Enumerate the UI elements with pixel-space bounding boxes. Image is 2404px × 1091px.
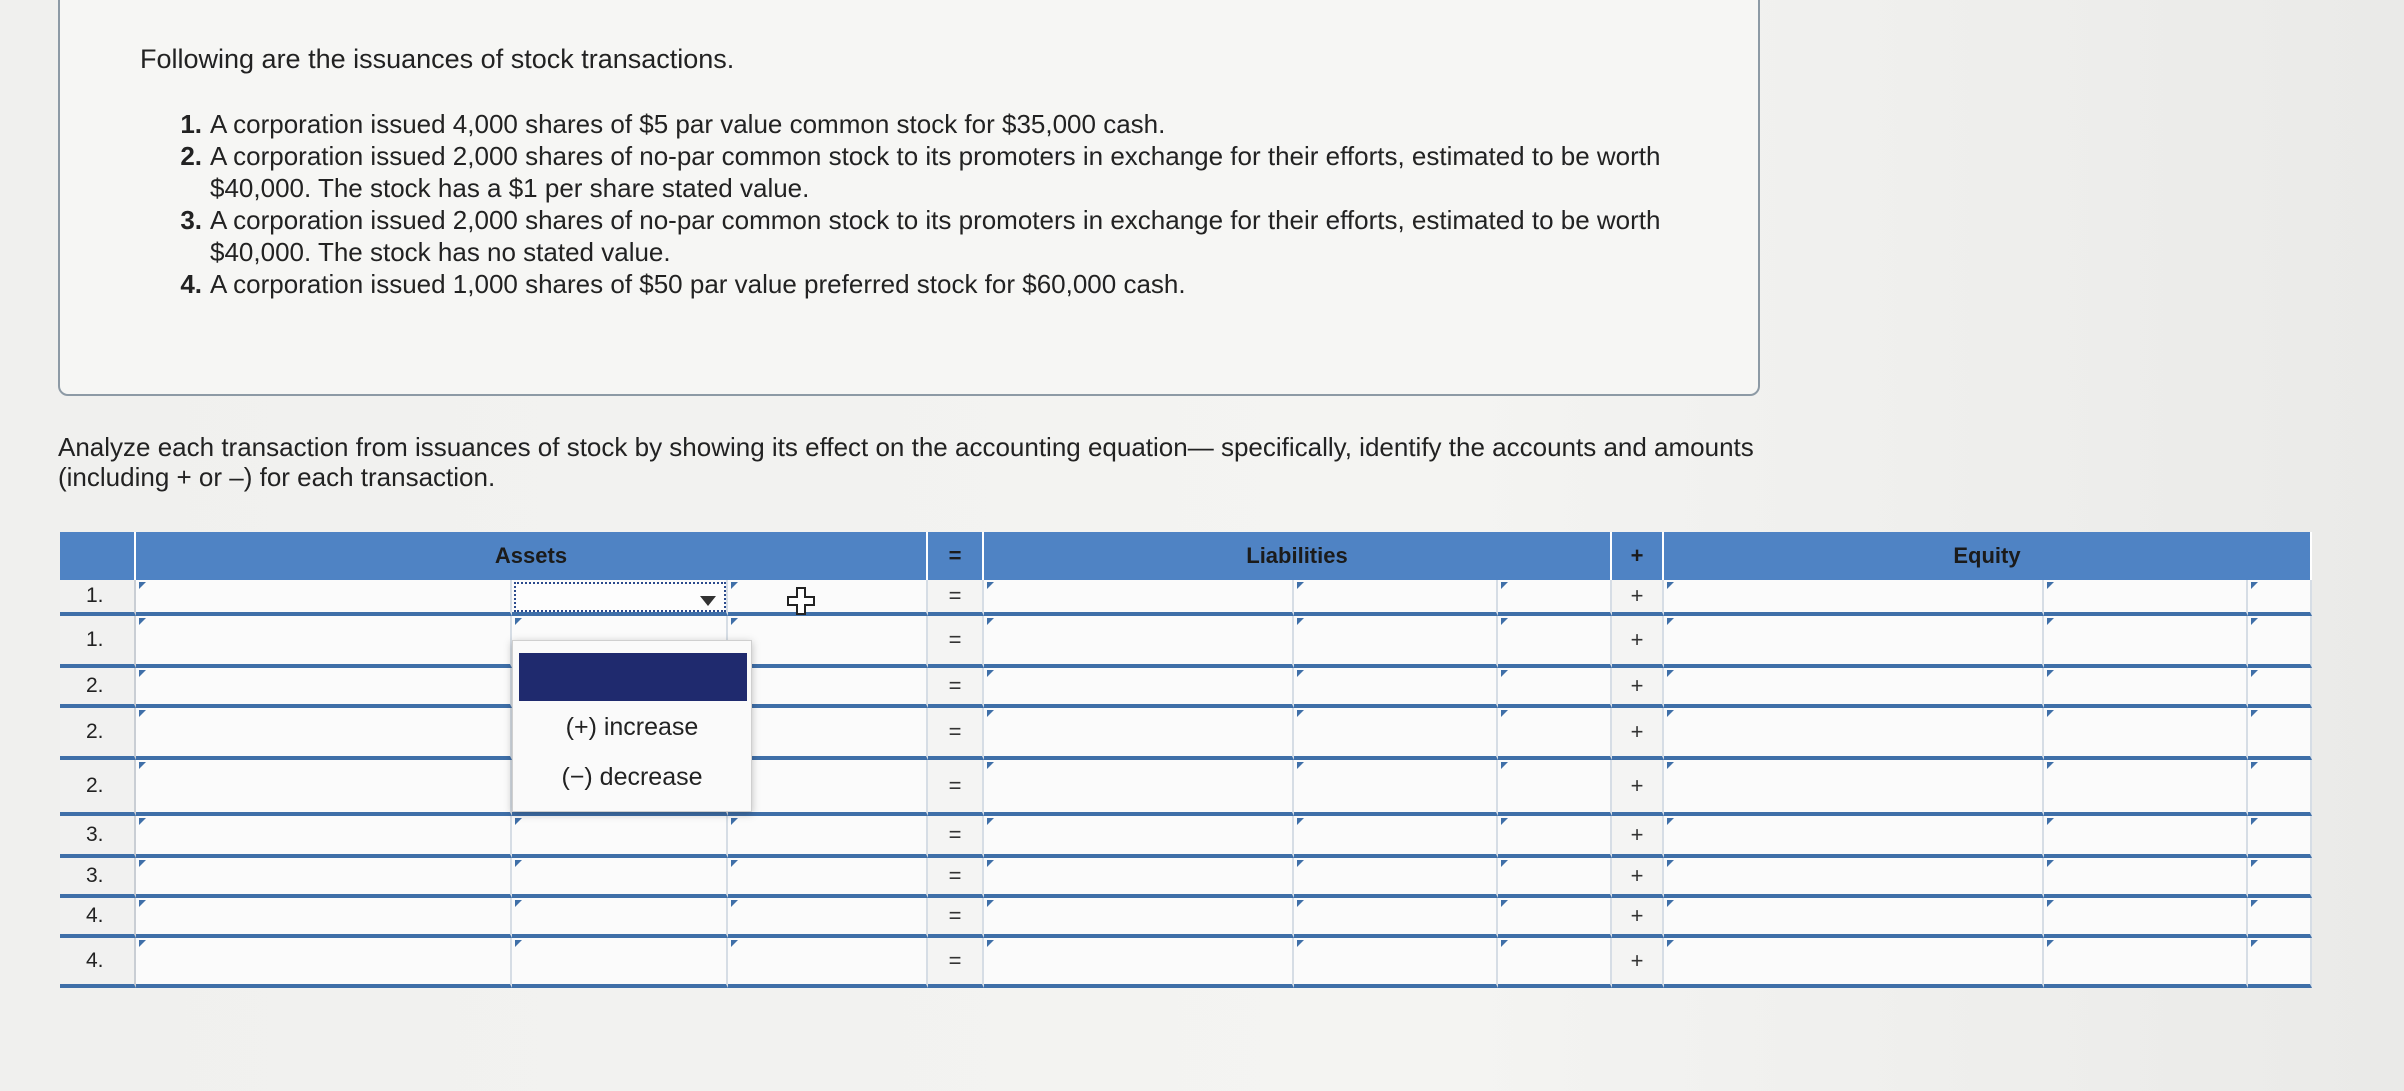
plus-sign: + [1612,760,1664,816]
asset-account-cell[interactable] [136,760,512,816]
liability-account-cell[interactable] [984,858,1294,898]
table-row [60,708,2312,760]
asset-sign-cell[interactable] [512,898,728,938]
header-plus: + [1612,532,1664,580]
transaction-number: 2. [180,141,202,171]
asset-amount-cell[interactable] [728,708,928,760]
asset-amount-cell[interactable] [728,668,928,708]
liability-account-cell[interactable] [984,816,1294,858]
asset-account-cell[interactable] [136,580,512,616]
plus-sign: + [1612,858,1664,898]
option-decrease[interactable]: (−) decrease [561,763,703,791]
equity-sign-cell[interactable] [2044,708,2248,760]
equity-sign-cell[interactable] [2044,616,2248,668]
sign-dropdown[interactable] [514,582,726,612]
chevron-down-icon[interactable] [700,596,716,606]
header-equals: = [928,532,984,580]
table-row [60,816,2312,858]
equals-sign: = [928,898,984,938]
transaction-item [170,140,1690,204]
row-label: 1. [60,616,136,668]
liability-amount-cell[interactable] [1498,668,1612,708]
liability-sign-cell[interactable] [1294,816,1498,858]
table-row [60,616,2312,668]
accounting-equation-table [60,532,2312,1052]
table-row [60,668,2312,708]
equity-sign-cell[interactable] [2044,816,2248,858]
liability-amount-cell[interactable] [1498,938,1612,988]
liability-amount-cell[interactable] [1498,580,1612,616]
equity-sign-cell[interactable] [2044,938,2248,988]
equity-sign-cell[interactable] [2044,668,2248,708]
asset-account-cell[interactable] [136,708,512,760]
table-row [60,898,2312,938]
asset-amount-cell[interactable] [728,580,928,616]
equity-account-cell[interactable] [1664,938,2044,988]
equals-sign: = [928,580,984,616]
increase-decrease-menu [512,640,752,812]
option-increase[interactable]: (+) increase [565,713,699,741]
transaction-text: A corporation issued 2,000 shares of no-par common stock to its promoters in exchange for their efforts, estimated to be worth $40,000. The stock has a $1 per share stated value. [210,141,1661,203]
liability-account-cell[interactable] [984,708,1294,760]
equity-sign-cell[interactable] [2044,858,2248,898]
asset-account-cell[interactable] [136,816,512,858]
liability-sign-cell[interactable] [1294,938,1498,988]
equals-sign: = [928,938,984,988]
asset-amount-cell[interactable] [728,816,928,858]
liability-account-cell[interactable] [984,898,1294,938]
asset-amount-cell[interactable] [728,616,928,668]
equity-sign-cell[interactable] [2044,760,2248,816]
asset-sign-cell[interactable] [512,938,728,988]
liability-account-cell[interactable] [984,580,1294,616]
transaction-number: 1. [180,109,202,139]
plus-sign: + [1612,616,1664,668]
liability-amount-cell[interactable] [1498,708,1612,760]
plus-sign: + [1612,708,1664,760]
dropdown-highlighted-option[interactable] [519,653,747,701]
liability-account-cell[interactable] [984,668,1294,708]
table-row [60,938,2312,988]
equals-sign: = [928,858,984,898]
equity-amount-cell[interactable] [2248,760,2312,816]
liability-sign-cell[interactable] [1294,616,1498,668]
liability-amount-cell[interactable] [1498,858,1612,898]
plus-sign: + [1612,580,1664,616]
equity-amount-cell[interactable] [2248,616,2312,668]
plus-sign: + [1612,938,1664,988]
header-row-number [60,532,136,580]
asset-amount-cell[interactable] [728,898,928,938]
transaction-text: A corporation issued 1,000 shares of $50 par value preferred stock for $60,000 cash. [210,269,1186,299]
move-cursor-icon [786,586,816,616]
equity-amount-cell[interactable] [2248,668,2312,708]
equity-sign-cell[interactable] [2044,898,2248,938]
equity-account-cell[interactable] [1664,616,2044,668]
row-label: 3. [60,816,136,858]
liability-sign-cell[interactable] [1294,708,1498,760]
row-label: 2. [60,708,136,760]
plus-sign: + [1612,668,1664,708]
liability-account-cell[interactable] [984,760,1294,816]
equals-sign: = [928,708,984,760]
asset-account-cell[interactable] [136,668,512,708]
equals-sign: = [928,616,984,668]
liability-account-cell[interactable] [984,616,1294,668]
equity-account-cell[interactable] [1664,708,2044,760]
row-label: 4. [60,938,136,988]
row-label: 4. [60,898,136,938]
liability-amount-cell[interactable] [1498,816,1612,858]
instructions: Analyze each transaction from issuances of stock by showing its effect on the accounting equation— specifically, identify the accounts and amounts (including + or –) for each transaction. [58,432,1754,492]
liability-sign-cell[interactable] [1294,858,1498,898]
asset-amount-cell[interactable] [728,858,928,898]
liability-sign-cell[interactable] [1294,760,1498,816]
row-label: 1. [60,580,136,616]
equity-amount-cell[interactable] [2248,580,2312,616]
asset-amount-cell[interactable] [728,760,928,816]
equity-amount-cell[interactable] [2248,858,2312,898]
equity-account-cell[interactable] [1664,760,2044,816]
transaction-number: 3. [180,205,202,235]
table-row [60,858,2312,898]
header-liabilities: Liabilities [984,532,1612,580]
asset-sign-cell[interactable] [512,816,728,858]
row-label: 2. [60,760,136,816]
equity-sign-cell[interactable] [2044,580,2248,616]
liability-sign-cell[interactable] [1294,668,1498,708]
liability-account-cell[interactable] [984,938,1294,988]
liability-sign-cell[interactable] [1294,898,1498,938]
problem-intro: Following are the issuances of stock transactions. [140,44,735,74]
equals-sign: = [928,668,984,708]
plus-sign: + [1612,898,1664,938]
transaction-item [170,108,1690,140]
equals-sign: = [928,760,984,816]
row-label: 2. [60,668,136,708]
transaction-text: A corporation issued 2,000 shares of no-par common stock to its promoters in exchange for their efforts, estimated to be worth $40,000. The stock has no stated value. [210,205,1661,267]
equity-amount-cell[interactable] [2248,708,2312,760]
liability-amount-cell[interactable] [1498,898,1612,938]
equity-account-cell[interactable] [1664,816,2044,858]
equity-account-cell[interactable] [1664,668,2044,708]
equals-sign: = [928,816,984,858]
asset-sign-cell[interactable] [512,580,728,616]
table-row [60,760,2312,816]
plus-sign: + [1612,816,1664,858]
asset-account-cell[interactable] [136,616,512,668]
header-equity: Equity [1664,532,2312,580]
equity-amount-cell[interactable] [2248,898,2312,938]
asset-amount-cell[interactable] [728,938,928,988]
equity-account-cell[interactable] [1664,580,2044,616]
transaction-text: A corporation issued 4,000 shares of $5 par value common stock for $35,000 cash. [210,109,1166,139]
liability-amount-cell[interactable] [1498,760,1612,816]
asset-account-cell[interactable] [136,858,512,898]
table-row [60,580,2312,616]
liability-amount-cell[interactable] [1498,616,1612,668]
row-label: 3. [60,858,136,898]
equity-account-cell[interactable] [1664,858,2044,898]
transaction-item [170,204,1690,268]
liability-sign-cell[interactable] [1294,580,1498,616]
header-assets: Assets [136,532,928,580]
asset-account-cell[interactable] [136,898,512,938]
transaction-number: 4. [180,269,202,299]
equity-account-cell[interactable] [1664,898,2044,938]
transaction-list [170,108,1690,300]
transaction-item [170,268,1690,300]
asset-sign-cell[interactable] [512,858,728,898]
asset-account-cell[interactable] [136,938,512,988]
equity-amount-cell[interactable] [2248,816,2312,858]
equity-amount-cell[interactable] [2248,938,2312,988]
